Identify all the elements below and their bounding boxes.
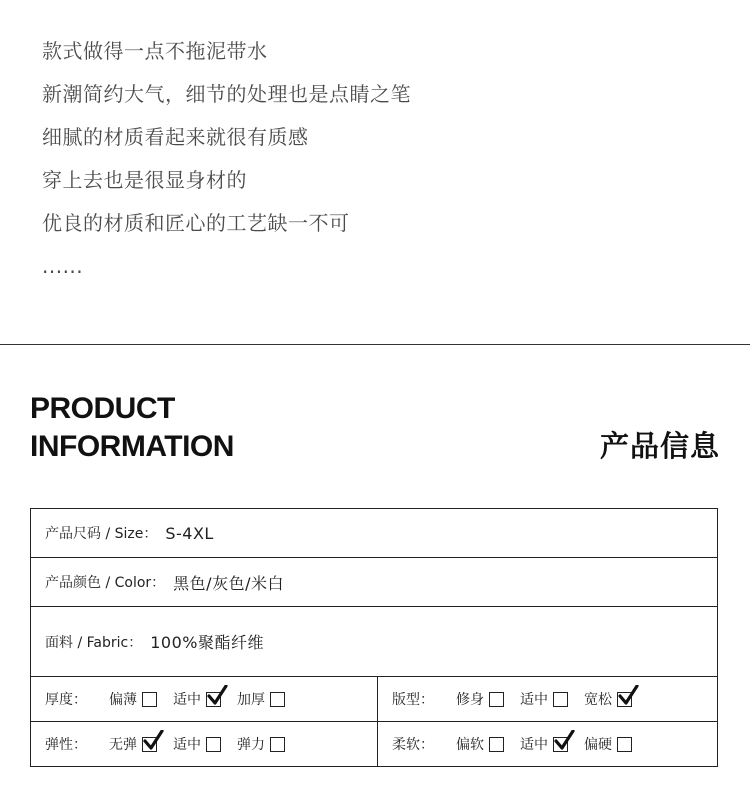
checkbox[interactable] — [617, 737, 632, 752]
checkbox[interactable] — [142, 692, 157, 707]
checkbox[interactable] — [617, 692, 632, 707]
thickness-option-label: 偏薄 — [109, 692, 137, 708]
fit-option[interactable] — [456, 689, 504, 709]
thickness-group — [31, 677, 377, 721]
fit-option[interactable] — [584, 689, 632, 709]
product-information-title-cn: 产品信息 — [599, 429, 720, 463]
elasticity-option[interactable] — [237, 734, 285, 754]
checkbox[interactable] — [553, 692, 568, 707]
softness-option[interactable] — [584, 734, 632, 754]
thickness-option-label: 加厚 — [237, 692, 265, 708]
softness-option[interactable] — [456, 734, 504, 754]
color-label: 产品颜色 / Color： — [45, 575, 166, 591]
thickness-options — [109, 689, 301, 709]
softness-option-label: 偏软 — [456, 737, 484, 753]
fit-option-label: 修身 — [456, 692, 484, 708]
fit-options — [456, 689, 648, 709]
title-line-1: PRODUCT — [30, 392, 175, 425]
checkbox[interactable] — [206, 692, 221, 707]
elasticity-option-label: 适中 — [173, 737, 201, 753]
thickness-option[interactable] — [109, 689, 157, 709]
description-line: 细腻的材质看起来就很有质感 — [42, 125, 309, 149]
checkbox[interactable] — [270, 737, 285, 752]
softness-label: 柔软： — [392, 737, 434, 753]
checkbox[interactable] — [270, 692, 285, 707]
description-line: 款式做得一点不拖泥带水 — [42, 39, 268, 63]
checkbox[interactable] — [206, 737, 221, 752]
softness-options — [456, 734, 648, 754]
fit-option-label: 适中 — [520, 692, 548, 708]
fit-option-label: 宽松 — [584, 692, 612, 708]
checkmark-icon — [617, 685, 639, 707]
section-divider — [0, 344, 750, 345]
elasticity-option-label: 无弹 — [109, 737, 137, 753]
checkmark-icon — [142, 730, 164, 752]
description-block — [42, 30, 411, 288]
checkbox[interactable] — [489, 692, 504, 707]
fit-label: 版型： — [392, 692, 434, 708]
thickness-label: 厚度： — [45, 692, 87, 708]
title-line-2: INFORMATION — [30, 430, 234, 463]
fabric-value: 100%聚酯纤维 — [150, 633, 264, 652]
softness-option-label: 偏硬 — [584, 737, 612, 753]
thickness-option[interactable] — [173, 689, 221, 709]
description-line: 新潮简约大气，细节的处理也是点睛之笔 — [42, 82, 411, 106]
elasticity-options — [109, 734, 301, 754]
product-info-table — [30, 508, 718, 767]
description-line: 穿上去也是很显身材的 — [42, 168, 247, 192]
size-value: S-4XL — [165, 523, 214, 543]
elasticity-option[interactable] — [109, 734, 157, 754]
elasticity-group — [31, 722, 377, 766]
color-value: 黑色/灰色/米白 — [173, 573, 284, 593]
attributes-row-1 — [31, 677, 717, 722]
elasticity-label: 弹性： — [45, 737, 87, 753]
thickness-option-label: 适中 — [173, 692, 201, 708]
size-row — [31, 509, 717, 558]
softness-option[interactable] — [520, 734, 568, 754]
checkbox[interactable] — [489, 737, 504, 752]
fabric-row — [31, 607, 717, 677]
softness-option-label: 适中 — [520, 737, 548, 753]
thickness-option[interactable] — [237, 689, 285, 709]
fabric-label: 面料 / Fabric： — [45, 634, 143, 651]
description-line: 优良的材质和匠心的工艺缺一不可 — [42, 211, 350, 235]
checkbox[interactable] — [142, 737, 157, 752]
checkmark-icon — [553, 730, 575, 752]
fit-option[interactable] — [520, 689, 568, 709]
softness-group — [377, 722, 718, 766]
checkbox[interactable] — [553, 737, 568, 752]
elasticity-option-label: 弹力 — [237, 737, 265, 753]
product-information-title — [30, 390, 234, 466]
size-label: 产品尺码 / Size： — [45, 526, 158, 542]
checkmark-icon — [206, 685, 228, 707]
elasticity-option[interactable] — [173, 734, 221, 754]
color-row — [31, 558, 717, 607]
attributes-row-2 — [31, 722, 717, 766]
fit-group — [377, 677, 718, 721]
description-ellipsis: ...... — [42, 254, 84, 278]
